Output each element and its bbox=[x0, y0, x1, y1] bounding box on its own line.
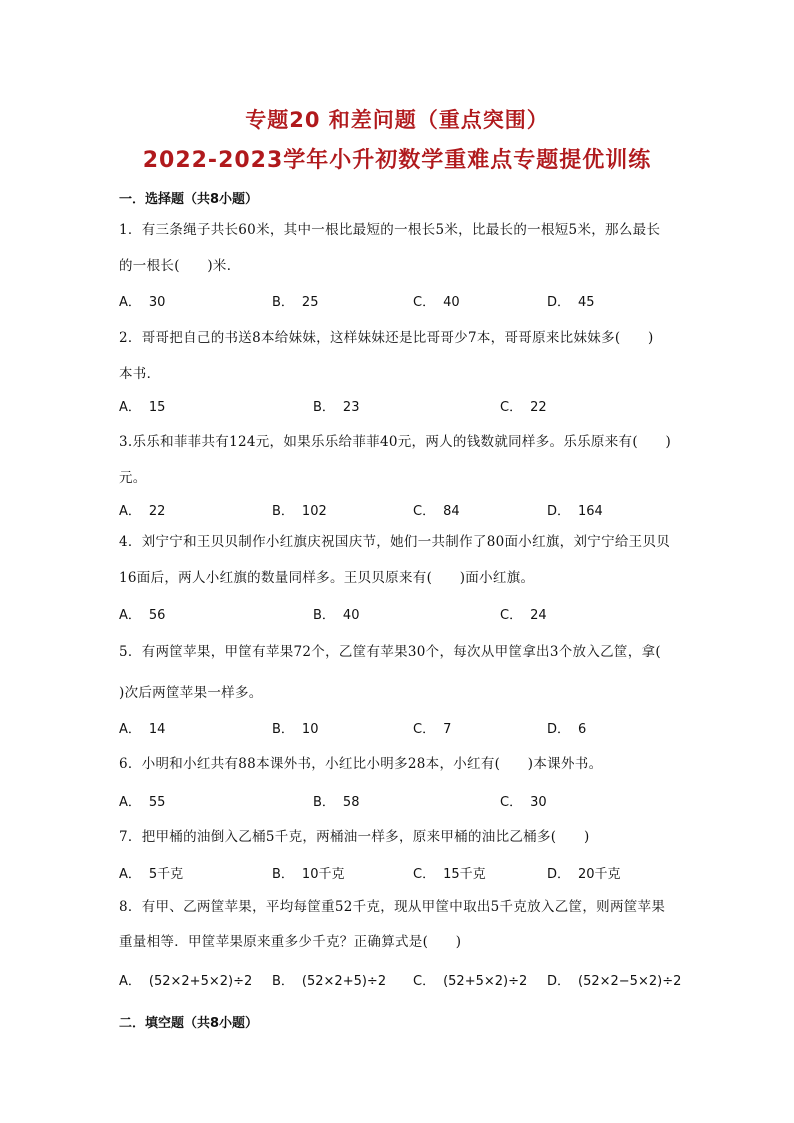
question-1-option-c bbox=[413, 291, 460, 310]
option-label: A． bbox=[119, 295, 141, 310]
option-label: B． bbox=[313, 795, 335, 810]
option-value: (52+5×2)÷2 bbox=[443, 974, 528, 989]
option-label: B． bbox=[272, 722, 294, 737]
question-3-option-a bbox=[119, 500, 165, 519]
question-7-option-b bbox=[272, 863, 344, 882]
question-3-option-c bbox=[413, 500, 460, 519]
option-label: C． bbox=[500, 400, 523, 415]
question-6-option-b bbox=[313, 791, 359, 810]
option-label: C． bbox=[413, 504, 436, 519]
option-label: B． bbox=[272, 867, 294, 882]
option-label: B． bbox=[272, 974, 294, 989]
question-2-option-c bbox=[500, 396, 547, 415]
option-value: 15千克 bbox=[443, 867, 486, 882]
option-value: 7 bbox=[443, 722, 452, 737]
question-3-option-b bbox=[272, 500, 327, 519]
option-value: 6 bbox=[578, 722, 587, 737]
option-value: 22 bbox=[148, 504, 166, 519]
option-label: A． bbox=[119, 974, 141, 989]
section-heading-choice: 一．选择题（共8小题） bbox=[119, 192, 259, 207]
question-8-text: 8．有甲、乙两筐苹果，平均每筐重52千克，现从甲筐中取出5千克放入乙筐，则两筐苹果 bbox=[119, 899, 666, 915]
question-1-text: 1．有三条绳子共长60米，其中一根比最短的一根长5米，比最长的一根短5米，那么最长 bbox=[119, 222, 661, 238]
question-7-text: 7．把甲桶的油倒入乙桶5千克，两桶油一样多，原来甲桶的油比乙桶多( ) bbox=[119, 829, 590, 845]
question-2-option-a bbox=[119, 396, 165, 415]
option-value: 55 bbox=[148, 795, 166, 810]
option-label: B． bbox=[272, 295, 294, 310]
option-value: (52×2+5×2)÷2 bbox=[148, 974, 253, 989]
option-label: C． bbox=[413, 974, 436, 989]
question-1-text-cont: 的一根长( )米． bbox=[119, 258, 241, 274]
option-label: A． bbox=[119, 504, 141, 519]
option-value: (52×2+5)÷2 bbox=[301, 974, 387, 989]
option-label: B． bbox=[313, 608, 335, 623]
question-7-option-a bbox=[119, 863, 183, 882]
question-4-option-a bbox=[119, 604, 165, 623]
option-value: 164 bbox=[578, 504, 603, 519]
option-label: C． bbox=[413, 867, 436, 882]
question-8-option-d bbox=[547, 970, 681, 989]
option-value: 40 bbox=[342, 608, 360, 623]
question-8-text-cont: 重量相等．甲筐苹果原来重多少千克？正确算式是( ) bbox=[119, 934, 462, 950]
option-value: 40 bbox=[443, 295, 460, 310]
page-subtitle: 2022-2023学年小升初数学重难点专题提优训练 bbox=[142, 148, 652, 173]
option-value: (52×2−5×2)÷2 bbox=[578, 974, 682, 989]
option-value: 45 bbox=[578, 295, 595, 310]
option-label: C． bbox=[413, 295, 436, 310]
option-label: D． bbox=[547, 722, 571, 737]
option-label: A． bbox=[119, 400, 141, 415]
question-7-option-c bbox=[413, 863, 486, 882]
question-8-option-c bbox=[413, 970, 527, 989]
option-value: 22 bbox=[530, 400, 547, 415]
question-3-text-cont: 元。 bbox=[119, 470, 147, 486]
option-label: D． bbox=[547, 974, 571, 989]
option-label: C． bbox=[413, 722, 436, 737]
page-title: 专题20 和差问题（重点突围） bbox=[245, 108, 549, 132]
question-6-option-c bbox=[500, 791, 547, 810]
question-6-option-a bbox=[119, 791, 165, 810]
option-value: 30 bbox=[148, 295, 166, 310]
option-label: B． bbox=[313, 400, 335, 415]
question-2-text-cont: 本书． bbox=[119, 366, 161, 382]
option-value: 25 bbox=[301, 295, 319, 310]
option-value: 10千克 bbox=[301, 867, 345, 882]
section-heading-fill-blank: 二．填空题（共8小题） bbox=[119, 1016, 259, 1031]
question-5-option-c bbox=[413, 718, 451, 737]
question-2-text: 2．哥哥把自己的书送8本给妹妹，这样妹妹还是比哥哥少7本，哥哥原来比妹妹多( ) bbox=[119, 330, 654, 346]
question-8-option-a bbox=[119, 970, 252, 989]
question-4-option-c bbox=[500, 604, 547, 623]
option-label: A． bbox=[119, 722, 141, 737]
question-3-option-d bbox=[547, 500, 603, 519]
question-5-text: 5．有两筐苹果，甲筐有苹果72个，乙筐有苹果30个，每次从甲筐拿出3个放入乙筐，拿( bbox=[119, 644, 661, 660]
option-label: A． bbox=[119, 795, 141, 810]
question-7-option-d bbox=[547, 863, 621, 882]
option-label: B． bbox=[272, 504, 294, 519]
question-1-option-b bbox=[272, 291, 318, 310]
option-value: 5千克 bbox=[148, 867, 184, 882]
question-4-option-b bbox=[313, 604, 359, 623]
option-label: D． bbox=[547, 295, 571, 310]
option-value: 10 bbox=[301, 722, 319, 737]
question-1-option-a bbox=[119, 291, 165, 310]
option-value: 14 bbox=[148, 722, 166, 737]
question-4-text-cont: 16面后，两人小红旗的数量同样多。王贝贝原来有( )面小红旗。 bbox=[119, 570, 535, 586]
option-label: D． bbox=[547, 504, 571, 519]
option-label: D． bbox=[547, 867, 571, 882]
option-value: 24 bbox=[530, 608, 547, 623]
question-5-option-a bbox=[119, 718, 165, 737]
option-label: A． bbox=[119, 608, 141, 623]
option-value: 23 bbox=[342, 400, 360, 415]
option-value: 15 bbox=[148, 400, 166, 415]
question-3-text: 3.乐乐和菲菲共有124元，如果乐乐给菲菲40元，两人的钱数就同样多。乐乐原来有( ) bbox=[119, 434, 672, 450]
option-label: A． bbox=[119, 867, 141, 882]
option-value: 20千克 bbox=[578, 867, 621, 882]
question-6-text: 6．小明和小红共有88本课外书，小红比小明多28本，小红有( )本课外书。 bbox=[119, 756, 603, 772]
option-value: 56 bbox=[148, 608, 166, 623]
question-4-text: 4．刘宁宁和王贝贝制作小红旗庆祝国庆节，她们一共制作了80面小红旗，刘宁宁给王贝贝 bbox=[119, 534, 671, 550]
option-value: 30 bbox=[530, 795, 547, 810]
question-5-option-b bbox=[272, 718, 318, 737]
option-label: C． bbox=[500, 795, 523, 810]
option-value: 84 bbox=[443, 504, 460, 519]
option-label: C． bbox=[500, 608, 523, 623]
question-5-option-d bbox=[547, 718, 586, 737]
question-5-text-cont: )次后两筐苹果一样多。 bbox=[119, 685, 263, 701]
question-1-option-d bbox=[547, 291, 595, 310]
question-8-option-b bbox=[272, 970, 386, 989]
option-value: 102 bbox=[301, 504, 327, 519]
option-value: 58 bbox=[342, 795, 360, 810]
question-2-option-b bbox=[313, 396, 359, 415]
